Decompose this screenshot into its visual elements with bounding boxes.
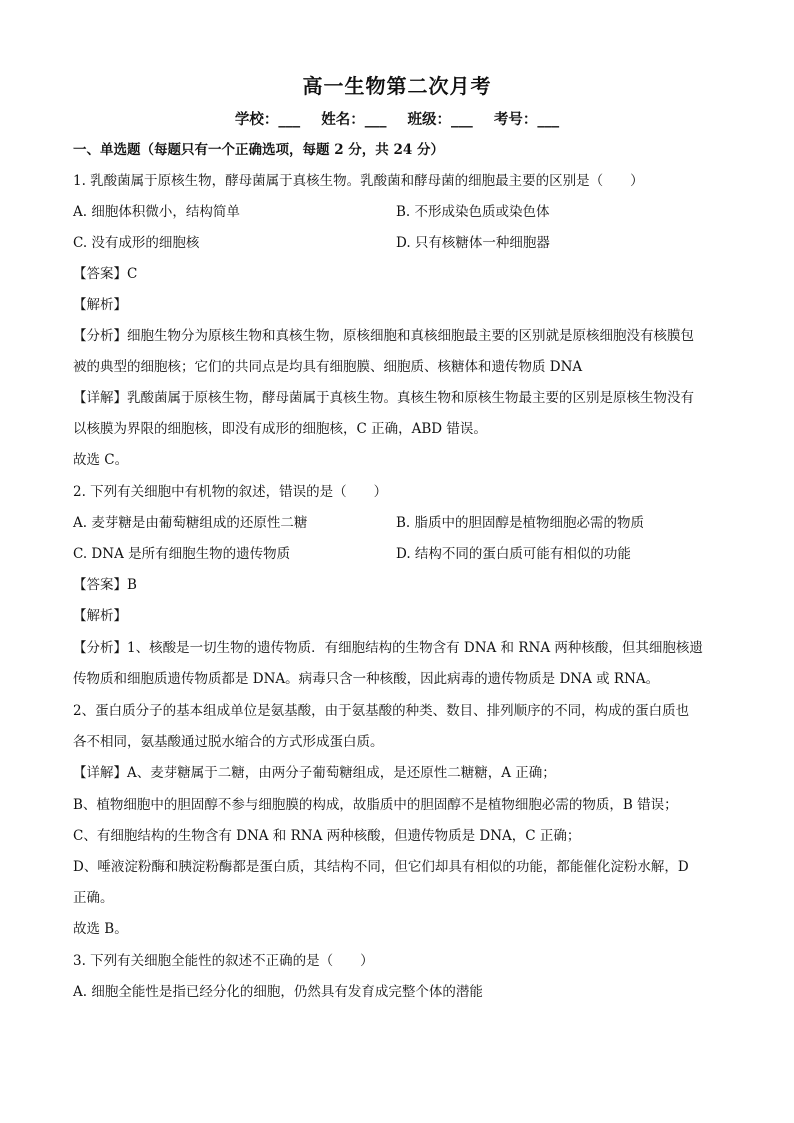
page-title: 高一生物第二次月考 bbox=[302, 74, 492, 98]
q2-answer: 【答案】B bbox=[73, 577, 137, 593]
q1-option-d: D. 只有核糖体一种细胞器 bbox=[396, 235, 550, 251]
q1-fenxi-line2: 被的典型的细胞核；它们的共同点是均具有细胞膜、细胞质、核糖体和遗传物质 DNA bbox=[73, 359, 583, 375]
q1-option-a: A. 细胞体积微小，结构简单 bbox=[73, 204, 240, 220]
q2-fenxi-line4: 各不相同，氨基酸通过脱水缩合的方式形成蛋白质。 bbox=[73, 734, 384, 750]
student-info-row bbox=[0, 108, 794, 129]
q2-option-b: B. 脂质中的胆固醇是植物细胞必需的物质 bbox=[396, 515, 645, 531]
q2-fenxi-line3: 2、蛋白质分子的基本组成单位是氨基酸，由于氨基酸的种类、数目、排列顺序的不同，构成的蛋白质也 bbox=[73, 703, 690, 719]
q2-fenxi-line1: 【分析】1、核酸是一切生物的遗传物质．有细胞结构的生物含有 DNA 和 RNA 两种核酸，但其细胞核遗 bbox=[73, 640, 703, 656]
q2-analysis-label: 【解析】 bbox=[73, 608, 127, 624]
q1-fenxi-line1: 【分析】细胞生物分为原核生物和真核生物，原核细胞和真核细胞最主要的区别就是原核细胞没有核膜包 bbox=[73, 328, 694, 344]
q1-xiangjie-line2: 以核膜为界限的细胞核，即没有成形的细胞核，C 正确，ABD 错误。 bbox=[73, 421, 487, 437]
q2-fenxi-line2: 传物质和细胞质遗传物质都是 DNA。病毒只含一种核酸，因此病毒的遗传物质是 DNA 或 RNA。 bbox=[73, 671, 660, 687]
name-field: 姓名：___ bbox=[321, 111, 387, 128]
q2-xiangjie-line3: C、有细胞结构的生物含有 DNA 和 RNA 两种核酸，但遗传物质是 DNA，C 正确； bbox=[73, 828, 581, 844]
q1-analysis-label: 【解析】 bbox=[73, 297, 127, 313]
q1-stem: 1. 乳酸菌属于原核生物，酵母菌属于真核生物。乳酸菌和酵母菌的细胞最主要的区别是（ ） bbox=[73, 173, 644, 189]
q2-conclusion: 故选 B。 bbox=[73, 921, 128, 937]
q1-answer: 【答案】C bbox=[73, 266, 138, 282]
q2-stem: 2. 下列有关细胞中有机物的叙述，错误的是（ ） bbox=[73, 484, 388, 500]
q2-option-c: C. DNA 是所有细胞生物的遗传物质 bbox=[73, 546, 291, 562]
q2-xiangjie-line1: 【详解】A、麦芽糖属于二糖，由两分子葡萄糖组成，是还原性二糖糖，A 正确； bbox=[73, 765, 556, 781]
q2-xiangjie-line2: B、植物细胞中的胆固醇不参与细胞膜的构成，故脂质中的胆固醇不是植物细胞必需的物质，B 错误； bbox=[73, 797, 678, 813]
q2-option-d: D. 结构不同的蛋白质可能有相似的功能 bbox=[396, 546, 631, 562]
q1-conclusion: 故选 C。 bbox=[73, 452, 129, 468]
q3-option-a: A. 细胞全能性是指已经分化的细胞，仍然具有发育成完整个体的潜能 bbox=[73, 984, 483, 1000]
q1-xiangjie-line1: 【详解】乳酸菌属于原核生物，酵母菌属于真核生物。真核生物和原核生物最主要的区别是原核生物没有 bbox=[73, 390, 694, 406]
class-field: 班级：___ bbox=[407, 111, 473, 128]
q3-stem: 3. 下列有关细胞全能性的叙述不正确的是（ ） bbox=[73, 953, 374, 969]
q2-xiangjie-line5: 正确。 bbox=[73, 890, 114, 906]
school-field: 学校：___ bbox=[234, 111, 301, 128]
q2-option-a: A. 麦芽糖是由葡萄糖组成的还原性二糖 bbox=[73, 515, 308, 531]
number-field: 考号：___ bbox=[493, 111, 560, 128]
section-heading: 一、单选题（每题只有一个正确选项，每题 2 分，共 24 分） bbox=[73, 142, 444, 158]
q1-option-c: C. 没有成形的细胞核 bbox=[73, 235, 200, 251]
q1-option-b: B. 不形成染色质或染色体 bbox=[396, 204, 550, 220]
q2-xiangjie-line4: D、唾液淀粉酶和胰淀粉酶都是蛋白质，其结构不同，但它们却具有相似的功能，都能催化淀粉水解，D bbox=[73, 859, 689, 875]
